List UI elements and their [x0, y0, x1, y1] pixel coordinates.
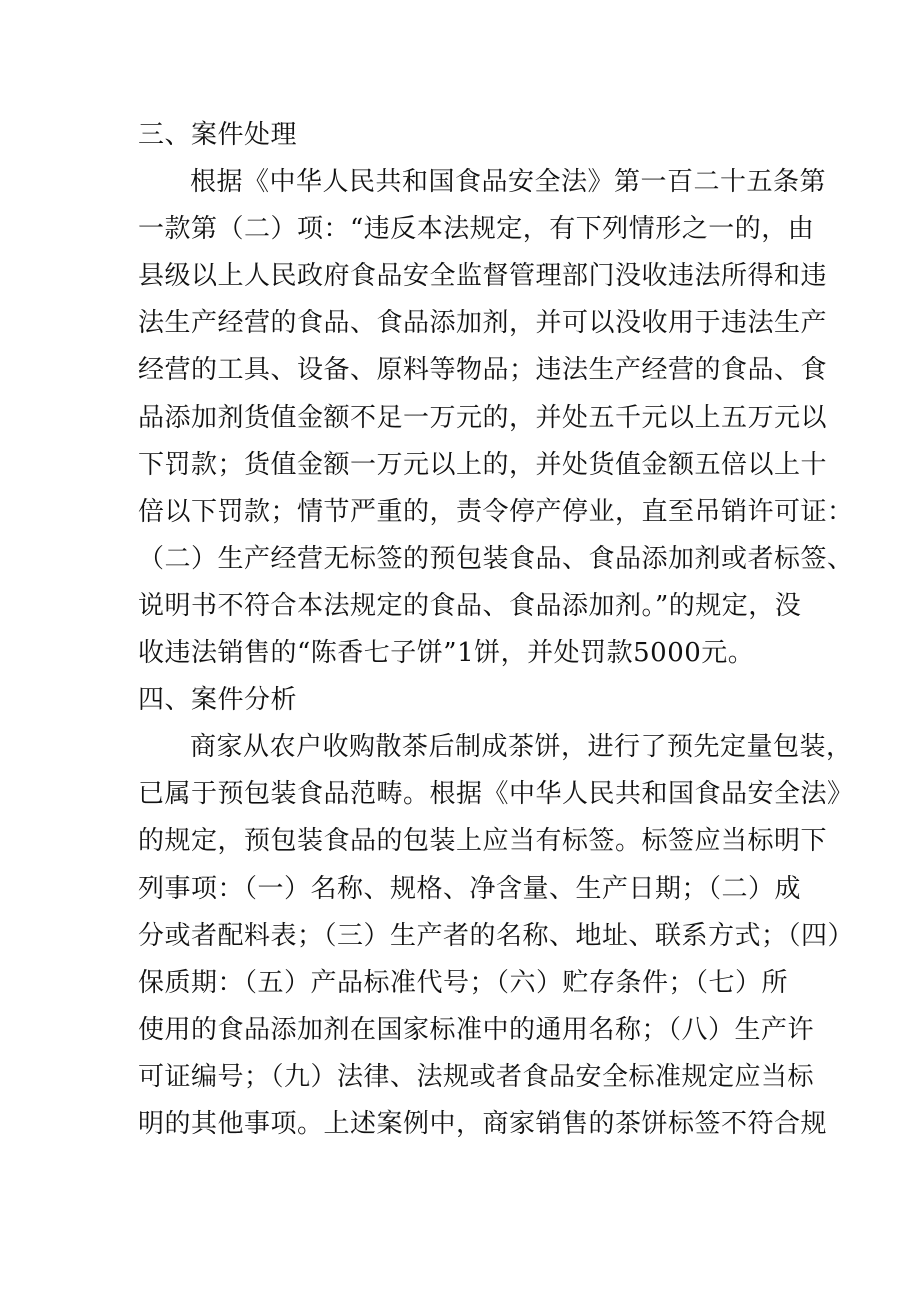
paragraph-line: 倍以下罚款；情节严重的，责令停产停业，直至吊销许可证：: [138, 496, 854, 527]
paragraph-line: （二）生产经营无标签的预包装食品、食品添加剂或者标签、: [138, 543, 854, 574]
paragraph-line: 使用的食品添加剂在国家标准中的通用名称；（八）生产许: [138, 1014, 815, 1045]
paragraph-line: 下罚款；货值金额一万元以上的，并处货值金额五倍以上十: [138, 449, 828, 480]
paragraph-line: 可证编号；（九）法律、法规或者食品安全标准规定应当标: [138, 1061, 815, 1092]
paragraph-line: 县级以上人民政府食品安全监督管理部门没收违法所得和违: [138, 261, 828, 292]
paragraph-line: 收违法销售的“陈香七子饼”1饼，并处罚款5000元。: [138, 638, 755, 669]
section-heading-case-handling: 三、案件处理: [138, 120, 298, 150]
paragraph-line: 商家从农户收购散茶后制成茶饼，进行了预先定量包装，: [190, 732, 853, 763]
paragraph-line: 列事项：（一）名称、规格、净含量、生产日期；（二）成: [138, 873, 802, 904]
section-heading-case-analysis: 四、案件分析: [138, 685, 298, 716]
paragraph-line: 法生产经营的食品、食品添加剂，并可以没收用于违法生产: [138, 308, 828, 339]
paragraph-line: 一款第（二）项：“违反本法规定，有下列情形之一的，由: [138, 214, 815, 245]
paragraph-line: 已属于预包装食品范畴。根据《中华人民共和国食品安全法》: [138, 779, 854, 810]
paragraph-line: 明的其他事项。上述案例中，商家销售的茶饼标签不符合规: [138, 1108, 828, 1139]
paragraph-line: 经营的工具、设备、原料等物品；违法生产经营的食品、食: [138, 355, 828, 386]
paragraph-line: 品添加剂货值金额不足一万元的，并处五千元以上五万元以: [138, 402, 828, 433]
paragraph-line: 根据《中华人民共和国食品安全法》第一百二十五条第: [190, 167, 827, 198]
paragraph-line: 分或者配料表；（三）生产者的名称、地址、联系方式；（四）: [138, 920, 855, 951]
paragraph-line: 保质期：（五）产品标准代号；（六）贮存条件；（七）所: [138, 967, 789, 998]
paragraph-line: 的规定，预包装食品的包装上应当有标签。标签应当标明下: [138, 826, 828, 857]
paragraph-line: 说明书不符合本法规定的食品、食品添加剂。”的规定，没: [138, 590, 802, 621]
